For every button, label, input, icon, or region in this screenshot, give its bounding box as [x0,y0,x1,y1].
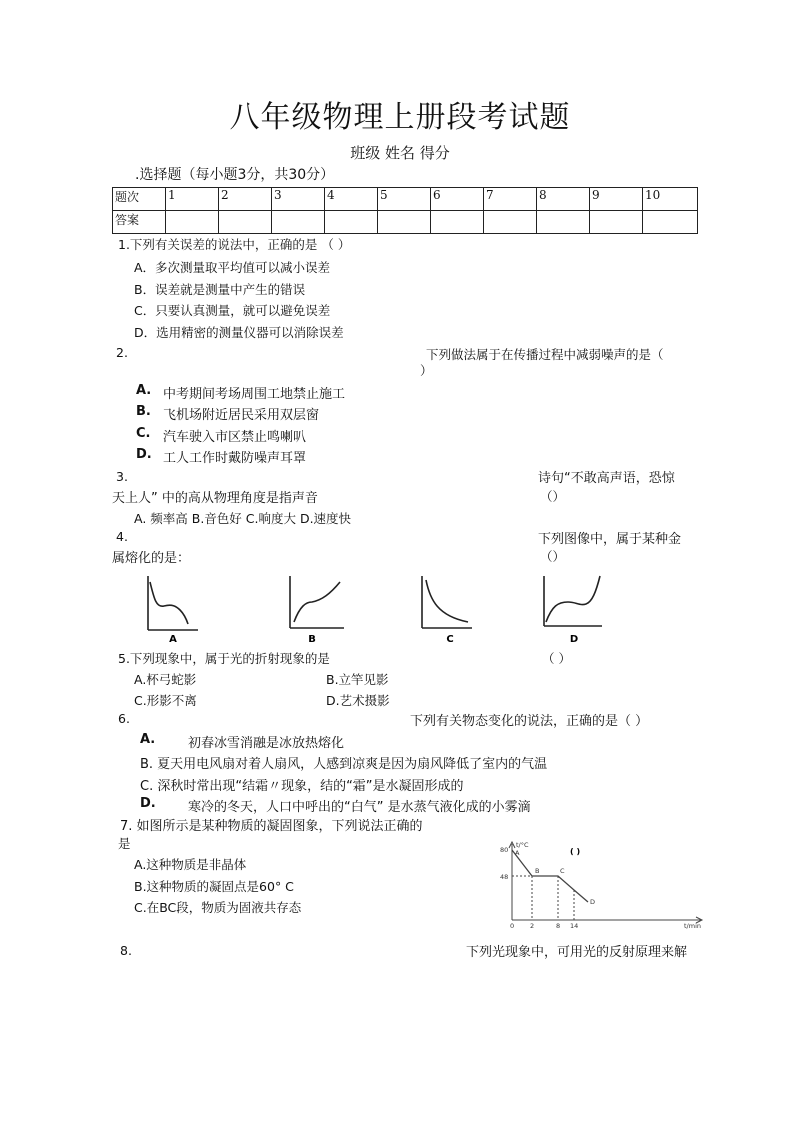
graph-ytick: 48 [500,873,509,881]
section-heading: .选择题（每小题3分，共30分） [135,167,335,183]
q5-paren: （ ） [542,651,571,666]
answer-cell[interactable] [325,211,378,234]
q6-option-a-label: A. [140,732,156,747]
table-cell: 3 [272,188,325,211]
q2-option-d: 工人工作时戴防噪声耳罩 [163,451,307,466]
graph-xlabel: t/min [684,922,701,930]
graph-ylabel: t/°C [516,841,529,849]
table-cell: 7 [484,188,537,211]
answer-cell[interactable] [272,211,325,234]
q3-stem-right: 诗句“不敢高声语，恐惊 [538,471,675,486]
graph-xtick: 8 [556,922,561,930]
q6-option-d: 寒冷的冬天，人口中呼出的“白气” 是水蒸气液化成的小雾滴 [188,800,531,815]
graph-xtick: 2 [530,922,535,930]
q4-number: 4. [116,529,128,544]
table-row [113,211,698,234]
table-cell: 9 [590,188,643,211]
q2-option-c: 汽车驶入市区禁止鸣喇叭 [163,430,307,445]
q3-number: 3. [116,469,128,484]
answer-cell[interactable] [537,211,590,234]
table-cell: 1 [166,188,219,211]
table-cell: 10 [643,188,698,211]
graph-xtick: 0 [510,922,515,930]
q2-number: 2. [116,345,128,360]
q6-option-c: C. 深秋时常出现“结霜〃现象，结的“霜”是水凝固形成的 [140,779,464,794]
graph-label-a: A [169,634,177,644]
graph-ytick: 80 [500,846,509,854]
q1-option-b: B．误差就是测量中产生的错误 [134,282,306,297]
q2-paren: ） [420,363,433,378]
q7-option-b: B.这种物质的凝固点是60° C [134,879,294,894]
answer-cell[interactable] [484,211,537,234]
q5-stem: 5.下列现象中，属于光的折射现象的是 [118,651,330,666]
q3-options: A. 频率高 B.音色好 C.响度大 D.速度快 [134,511,352,526]
page-title: 八年级物理上册段考试题 [229,100,571,135]
graph-b [282,572,347,644]
graph-point-label: A [515,849,520,857]
q4-stem-right: 下列图像中，属于某种金 [538,532,682,547]
q3-stem-left: 天上人” 中的高从物理角度是指声音 [112,491,318,506]
q2-option-c-label: C. [136,426,151,441]
answer-cell[interactable] [590,211,643,234]
q6-option-b: B. 夏天用电风扇对着人扇风，人感到凉爽是因为扇风降低了室内的气温 [140,757,548,772]
answer-table [112,187,698,234]
answer-cell[interactable] [378,211,431,234]
q2-option-d-label: D. [136,447,152,462]
graph-c [414,572,474,644]
graph-xtick: 14 [570,922,579,930]
q7-stem: 7. 如图所示是某种物质的凝固图象，下列说法正确的 [120,819,423,834]
answer-cell[interactable] [431,211,484,234]
q2-option-a-label: A. [136,383,152,398]
table-cell: 2 [219,188,272,211]
q3-paren: （） [540,489,566,504]
table-cell: 4 [325,188,378,211]
q6-number: 6. [118,711,130,726]
graph-label-c: C [446,634,454,644]
table-row [113,188,698,211]
table-cell: 5 [378,188,431,211]
q8-number: 8. [120,943,132,958]
table-cell: 8 [537,188,590,211]
q5-option-c: C.形影不离 [134,693,197,708]
q5-option-a: A.杯弓蛇影 [134,672,197,687]
q2-option-b: 飞机场附近居民采用双层窗 [163,408,320,423]
graph-point-label: D [590,898,596,906]
q8-stem: 下列光现象中，可用光的反射原理来解 [466,945,688,960]
student-info-line: 班级 姓名 得分 [350,144,450,162]
graph-a [140,572,200,644]
q1-stem: 1.下列有关误差的说法中，正确的是 （ ） [118,237,351,252]
solidification-graph [492,838,717,930]
answer-cell[interactable] [219,211,272,234]
table-head-cell: 答案 [113,211,166,234]
q4-stem-left: 属熔化的是： [112,551,191,566]
q4-paren: （） [540,549,566,564]
graph-label-d: D [569,634,579,644]
q7-option-c: C.在BC段，物质为固液共存态 [134,900,302,915]
table-head-cell: 题次 [113,188,166,211]
table-cell: 6 [431,188,484,211]
answer-cell[interactable] [166,211,219,234]
graph-point-label: B [535,867,540,875]
graph-label-b: B [308,634,316,644]
q2-stem: 下列做法属于在传播过程中减弱噪声的是（ [426,347,664,362]
q7-stem-cont: 是 [118,836,131,851]
q1-option-c: C．只要认真测量，就可以避免误差 [134,303,331,318]
q5-option-d: D.艺术摄影 [326,693,390,708]
q1-option-a: A．多次测量取平均值可以减小误差 [134,260,331,275]
q6-option-d-label: D. [140,796,156,811]
graph-d [536,572,606,644]
q7-paren: ( ) [570,847,581,856]
q2-option-b-label: B. [136,404,151,419]
q6-stem: 下列有关物态变化的说法，正确的是（ ） [410,714,649,729]
graph-point-label: C [560,867,565,875]
q6-option-a: 初春冰雪消融是冰放热熔化 [188,736,345,751]
q2-option-a: 中考期间考场周围工地禁止施工 [163,387,346,402]
answer-cell[interactable] [643,211,698,234]
q1-option-d: D．选用精密的测量仪器可以消除误差 [134,325,344,340]
q7-option-a: A.这种物质是非晶体 [134,857,247,872]
q5-option-b: B.立竿见影 [326,672,389,687]
